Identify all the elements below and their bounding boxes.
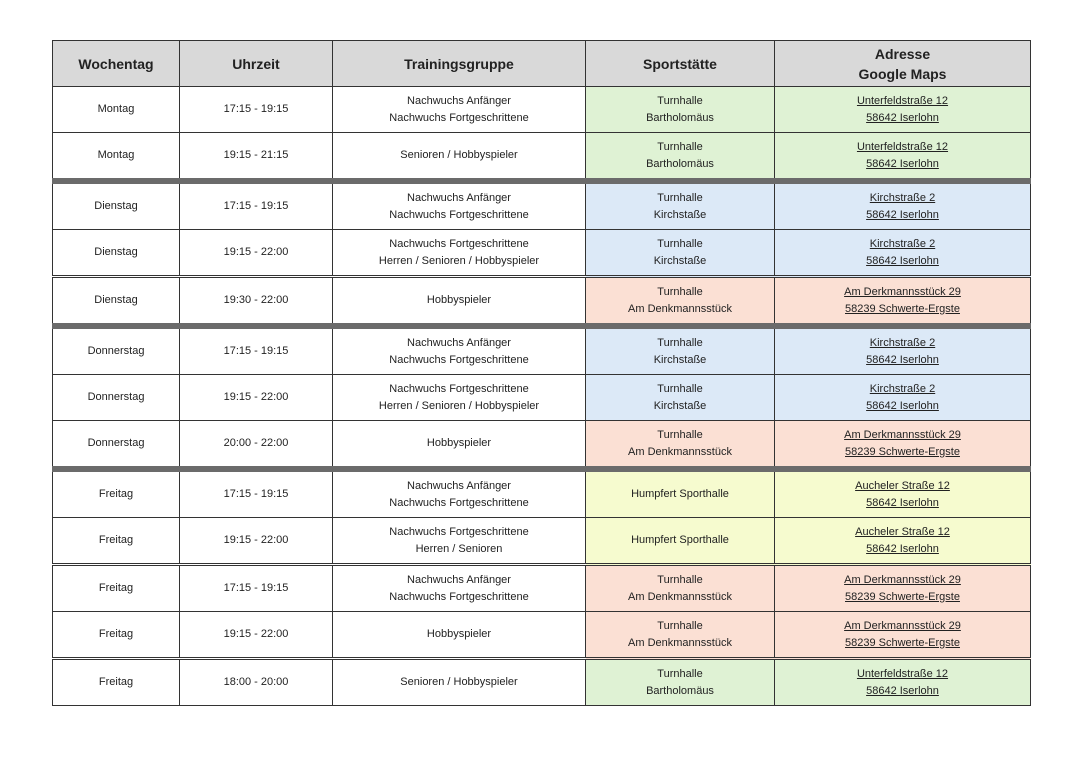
venue-cell-line: Turnhalle <box>657 574 703 586</box>
group-cell <box>333 326 586 375</box>
address-link-line[interactable]: 58642 Iserlohn <box>866 684 939 697</box>
address-link-line[interactable]: Am Derkmannsstück 29 <box>844 286 961 298</box>
table-row <box>53 230 1031 277</box>
venue-cell-line: Kirchstaße <box>653 254 707 267</box>
time-cell: 19:15 - 22:00 <box>180 612 333 659</box>
day-cell: Freitag <box>53 659 180 706</box>
day-cell: Donnerstag <box>53 375 180 421</box>
address-link[interactable] <box>775 518 1031 565</box>
time-cell: 19:15 - 21:15 <box>180 133 333 182</box>
time-cell: 17:15 - 19:15 <box>180 326 333 375</box>
group-cell-line: Nachwuchs Fortgeschrittene <box>389 383 529 395</box>
venue-cell-line: Turnhalle <box>657 337 703 349</box>
group-cell <box>333 277 586 327</box>
day-cell: Donnerstag <box>53 326 180 375</box>
table-row <box>53 518 1031 565</box>
group-cell-line: Nachwuchs Fortgeschrittene <box>389 111 529 124</box>
venue-cell-line: Humpfert Sporthalle <box>631 534 729 547</box>
time-cell: 17:15 - 19:15 <box>180 87 333 133</box>
venue-cell-line: Turnhalle <box>657 192 703 204</box>
venue-cell <box>586 375 775 421</box>
group-cell <box>333 612 586 659</box>
group-cell-line: Herren / Senioren <box>415 542 503 555</box>
venue-cell-line: Am Denkmannsstück <box>628 445 732 458</box>
table-row <box>53 375 1031 421</box>
group-cell <box>333 181 586 230</box>
group-cell-line: Senioren / Hobbyspieler <box>400 676 518 689</box>
day-cell: Freitag <box>53 565 180 612</box>
venue-cell-line: Turnhalle <box>657 238 703 250</box>
day-cell: Donnerstag <box>53 421 180 470</box>
address-link[interactable] <box>775 469 1031 518</box>
header-adresse-line2: Google Maps <box>858 65 947 82</box>
group-cell-line: Nachwuchs Fortgeschrittene <box>389 238 529 250</box>
address-link[interactable] <box>775 326 1031 375</box>
venue-cell-line: Turnhalle <box>657 620 703 632</box>
address-link-line[interactable]: Unterfeldstraße 12 <box>856 95 949 107</box>
address-link-line[interactable]: 58239 Schwerte-Ergste <box>845 636 960 649</box>
address-link[interactable] <box>775 277 1031 327</box>
venue-cell <box>586 326 775 375</box>
header-adresse <box>775 41 1031 87</box>
address-link-line[interactable]: Am Derkmannsstück 29 <box>844 574 961 586</box>
venue-cell-line: Turnhalle <box>657 668 703 680</box>
group-cell-line: Senioren / Hobbyspieler <box>400 149 518 162</box>
venue-cell <box>586 518 775 565</box>
header-trainingsgruppe: Trainingsgruppe <box>333 41 586 87</box>
address-link-line[interactable]: Kirchstraße 2 <box>869 192 936 204</box>
address-link-line[interactable]: Unterfeldstraße 12 <box>856 141 949 153</box>
venue-cell-line: Turnhalle <box>657 383 703 395</box>
venue-cell-line: Bartholomäus <box>646 111 714 124</box>
venue-cell-line: Am Denkmannsstück <box>628 590 732 603</box>
time-cell: 19:15 - 22:00 <box>180 375 333 421</box>
address-link[interactable] <box>775 421 1031 470</box>
venue-cell-line: Kirchstaße <box>653 208 707 221</box>
address-link-line[interactable]: 58239 Schwerte-Ergste <box>845 445 960 458</box>
group-cell-line: Nachwuchs Fortgeschrittene <box>389 353 529 366</box>
address-link[interactable] <box>775 230 1031 277</box>
time-cell: 19:15 - 22:00 <box>180 518 333 565</box>
header-wochentag: Wochentag <box>53 41 180 87</box>
address-link-line[interactable]: 58642 Iserlohn <box>866 157 939 170</box>
address-link-line[interactable]: Kirchstraße 2 <box>869 337 936 349</box>
venue-cell <box>586 565 775 612</box>
venue-cell-line: Turnhalle <box>657 141 703 153</box>
address-link-line[interactable]: Kirchstraße 2 <box>869 383 936 395</box>
group-cell <box>333 133 586 182</box>
address-link[interactable] <box>775 375 1031 421</box>
venue-cell-line: Am Denkmannsstück <box>628 636 732 649</box>
table-row <box>53 659 1031 706</box>
venue-cell-line: Am Denkmannsstück <box>628 302 732 315</box>
address-link-line[interactable]: Aucheler Straße 12 <box>855 480 950 492</box>
address-link-line[interactable]: Am Derkmannsstück 29 <box>844 620 961 632</box>
venue-cell <box>586 277 775 327</box>
address-link[interactable] <box>775 181 1031 230</box>
group-cell <box>333 421 586 470</box>
group-cell <box>333 518 586 565</box>
group-cell-line: Nachwuchs Fortgeschrittene <box>389 526 529 538</box>
day-cell: Freitag <box>53 469 180 518</box>
venue-cell <box>586 87 775 133</box>
address-link-line[interactable]: 58642 Iserlohn <box>866 542 939 555</box>
group-cell-line: Hobbyspieler <box>426 437 492 450</box>
address-link-line[interactable]: 58642 Iserlohn <box>866 208 939 221</box>
address-link-line[interactable]: 58239 Schwerte-Ergste <box>845 302 960 315</box>
address-link-line[interactable]: 58239 Schwerte-Ergste <box>845 590 960 603</box>
table-row <box>53 133 1031 182</box>
header-sportstaette: Sportstätte <box>586 41 775 87</box>
address-link-line[interactable]: 58642 Iserlohn <box>866 399 939 412</box>
time-cell: 17:15 - 19:15 <box>180 469 333 518</box>
training-schedule-table <box>52 40 1031 706</box>
time-cell: 19:15 - 22:00 <box>180 230 333 277</box>
header-uhrzeit: Uhrzeit <box>180 41 333 87</box>
address-link-line[interactable]: Kirchstraße 2 <box>869 238 936 250</box>
day-cell: Montag <box>53 87 180 133</box>
table-row <box>53 87 1031 133</box>
venue-cell <box>586 612 775 659</box>
table-row <box>53 181 1031 230</box>
group-cell <box>333 565 586 612</box>
header-adresse-line1: Adresse <box>874 45 931 62</box>
venue-cell <box>586 181 775 230</box>
group-cell <box>333 87 586 133</box>
day-cell: Freitag <box>53 518 180 565</box>
table-row <box>53 612 1031 659</box>
table-row <box>53 326 1031 375</box>
address-link[interactable] <box>775 659 1031 706</box>
venue-cell-line: Bartholomäus <box>646 684 714 697</box>
group-cell-line: Nachwuchs Fortgeschrittene <box>389 496 529 509</box>
venue-cell <box>586 469 775 518</box>
day-cell: Freitag <box>53 612 180 659</box>
day-cell: Montag <box>53 133 180 182</box>
group-cell <box>333 659 586 706</box>
group-cell <box>333 375 586 421</box>
table-row <box>53 421 1031 470</box>
address-link[interactable] <box>775 87 1031 133</box>
venue-cell-line: Turnhalle <box>657 95 703 107</box>
venue-cell <box>586 230 775 277</box>
address-link-line[interactable]: 58642 Iserlohn <box>866 254 939 267</box>
address-link-line[interactable]: 58642 Iserlohn <box>866 111 939 124</box>
time-cell: 18:00 - 20:00 <box>180 659 333 706</box>
venue-cell-line: Kirchstaße <box>653 353 707 366</box>
venue-cell-line: Bartholomäus <box>646 157 714 170</box>
group-cell-line: Hobbyspieler <box>426 294 492 307</box>
venue-cell-line: Turnhalle <box>657 286 703 298</box>
time-cell: 20:00 - 22:00 <box>180 421 333 470</box>
address-link[interactable] <box>775 565 1031 612</box>
time-cell: 19:30 - 22:00 <box>180 277 333 327</box>
group-cell-line: Nachwuchs Fortgeschrittene <box>389 208 529 221</box>
address-link-line[interactable]: 58642 Iserlohn <box>866 496 939 509</box>
address-link[interactable] <box>775 133 1031 182</box>
table-row <box>53 277 1031 327</box>
group-cell-line: Nachwuchs Anfänger <box>407 337 511 349</box>
venue-cell-line: Humpfert Sporthalle <box>631 488 729 501</box>
group-cell-line: Nachwuchs Anfänger <box>407 95 511 107</box>
table-row <box>53 469 1031 518</box>
venue-cell-line: Turnhalle <box>657 429 703 441</box>
group-cell-line: Nachwuchs Anfänger <box>407 192 511 204</box>
day-cell: Dienstag <box>53 181 180 230</box>
venue-cell <box>586 133 775 182</box>
group-cell-line: Herren / Senioren / Hobbyspieler <box>378 254 540 267</box>
address-link-line[interactable]: Am Derkmannsstück 29 <box>844 429 961 441</box>
group-cell-line: Nachwuchs Anfänger <box>407 480 511 492</box>
address-link-line[interactable]: Aucheler Straße 12 <box>855 526 950 538</box>
day-cell: Dienstag <box>53 277 180 327</box>
address-link[interactable] <box>775 612 1031 659</box>
venue-cell <box>586 421 775 470</box>
time-cell: 17:15 - 19:15 <box>180 181 333 230</box>
day-cell: Dienstag <box>53 230 180 277</box>
group-cell <box>333 469 586 518</box>
group-cell-line: Herren / Senioren / Hobbyspieler <box>378 399 540 412</box>
venue-cell-line: Kirchstaße <box>653 399 707 412</box>
time-cell: 17:15 - 19:15 <box>180 565 333 612</box>
header-row <box>53 41 1031 87</box>
group-cell-line: Nachwuchs Anfänger <box>407 574 511 586</box>
group-cell-line: Hobbyspieler <box>426 628 492 641</box>
group-cell <box>333 230 586 277</box>
address-link-line[interactable]: Unterfeldstraße 12 <box>856 668 949 680</box>
table-row <box>53 565 1031 612</box>
group-cell-line: Nachwuchs Fortgeschrittene <box>389 590 529 603</box>
venue-cell <box>586 659 775 706</box>
address-link-line[interactable]: 58642 Iserlohn <box>866 353 939 366</box>
